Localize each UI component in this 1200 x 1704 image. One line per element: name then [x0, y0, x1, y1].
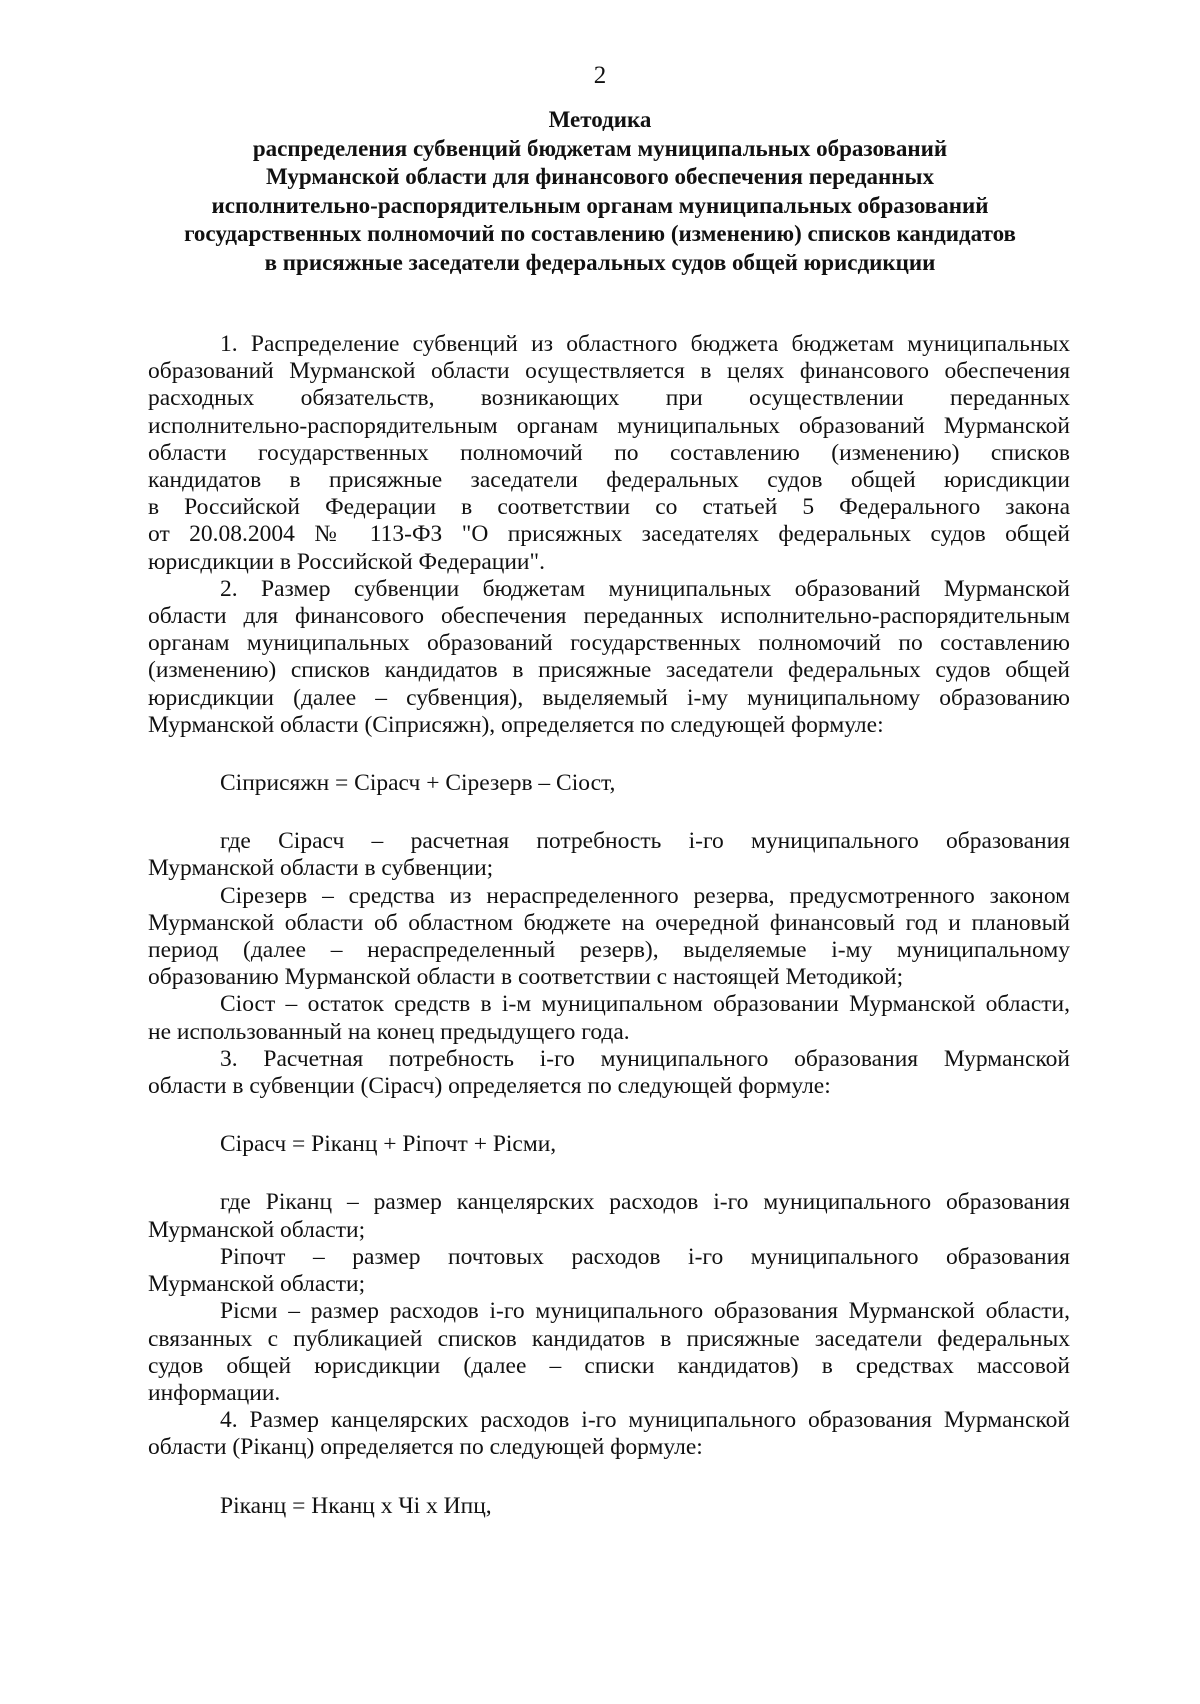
- text-line: судов общей юрисдикции (далее – списки кандидатов) в средствах массовой: [148, 1352, 1070, 1379]
- text-line: 1. Распределение субвенций из областного бюджета бюджетам муниципальных: [220, 331, 1070, 357]
- text-line: кандидатов в присяжные заседатели федеральных судов общей юрисдикции: [148, 467, 1070, 494]
- paragraph-1: [148, 331, 1070, 576]
- title-line: государственных полномочий по составлению (изменению) списков кандидатов: [184, 221, 1016, 247]
- text-line: юрисдикции (далее – субвенция), выделяемый i-му муниципальному образованию: [148, 684, 1070, 711]
- text-line: Мурманской области (Сiприсяжн), определяется по следующей формуле:: [148, 711, 884, 738]
- document-body: [148, 331, 1070, 1520]
- document-title: [100, 106, 1100, 278]
- title-line: в присяжные заседатели федеральных судов общей юрисдикции: [264, 249, 936, 275]
- text-line: образованию Мурманской области в соответствии с настоящей Методикой;: [148, 964, 904, 991]
- text-line: от 20.08.2004 № 113-ФЗ "О присяжных заседателях федеральных судов общей: [148, 521, 1070, 548]
- text-line: Сiост – остаток средств в i-м муниципальном образовании Мурманской области,: [220, 991, 1070, 1018]
- text-line: Мурманской области;: [148, 1271, 366, 1298]
- paragraph-3: [148, 1046, 1070, 1100]
- text-line: период (далее – нераспределенный резерв), выделяемые i-му муниципальному: [148, 937, 1070, 964]
- definition-rasch: [148, 828, 1070, 882]
- text-line: 2. Размер субвенции бюджетам муниципальных образований Мурманской: [220, 575, 1070, 602]
- text-line: органам муниципальных образований государственных полномочий по составлению: [148, 630, 1070, 657]
- text-line: 4. Размер канцелярских расходов i-го муниципального образования Мурманской: [220, 1407, 1070, 1434]
- formula-kanc: Рiканц = Нканц х Чi х Ипц,: [220, 1492, 492, 1519]
- text-line: образований Мурманской области осуществляется в целях финансового обеспечения: [148, 358, 1070, 385]
- text-line: (изменению) списков кандидатов в присяжные заседатели федеральных судов общей: [148, 657, 1070, 684]
- text-line: области (Рiканц) определяется по следующей формуле:: [148, 1434, 703, 1461]
- text-line: где Рiканц – размер канцелярских расходов i-го муниципального образования: [220, 1189, 1070, 1216]
- definition-ost: [148, 991, 1070, 1045]
- text-line: Рiсми – размер расходов i-го муниципального образования Мурманской области,: [220, 1298, 1070, 1325]
- text-line: Мурманской области;: [148, 1216, 366, 1243]
- text-line: где Сiрасч – расчетная потребность i-го муниципального образования: [220, 828, 1070, 855]
- title-line: исполнительно-распорядительным органам муниципальных образований: [211, 192, 989, 218]
- definition-smi: [148, 1298, 1070, 1407]
- page-number: 2: [593, 62, 607, 89]
- definition-rezerv: [148, 883, 1070, 992]
- text-line: не использованный на конец предыдущего года.: [148, 1018, 630, 1045]
- text-line: Мурманской области в субвенции;: [148, 855, 494, 882]
- text-line: 3. Расчетная потребность i-го муниципального образования Мурманской: [220, 1045, 1070, 1072]
- definition-kanc: [148, 1189, 1070, 1243]
- text-line: расходных обязательств, возникающих при осуществлении переданных: [148, 385, 1070, 412]
- paragraph-2: [148, 576, 1070, 739]
- text-line: информации.: [148, 1379, 281, 1406]
- text-line: области государственных полномочий по составлению (изменению) списков: [148, 439, 1070, 466]
- formula-rasch: Сiрасч = Рiканц + Рiпочт + Рiсми,: [220, 1131, 557, 1158]
- text-line: связанных с публикацией списков кандидатов в присяжные заседатели федеральных: [148, 1325, 1070, 1352]
- title-line: распределения субвенций бюджетам муниципальных образований: [252, 135, 948, 161]
- text-line: Сiрезерв – средства из нераспределенного резерва, предусмотренного законом: [220, 882, 1070, 909]
- formula-subvention: Сiприсяжн = Сiрасч + Сiрезерв – Сiост,: [220, 770, 616, 797]
- text-line: Мурманской области об областном бюджете на очередной финансовый год и плановый: [148, 909, 1070, 936]
- text-line: юрисдикции в Российской Федерации".: [148, 548, 545, 575]
- text-line: в Российской Федерации в соответствии со статьей 5 Федерального закона: [148, 494, 1070, 521]
- title-line: Мурманской области для финансового обеспечения переданных: [266, 164, 934, 190]
- text-line: Рiпочт – размер почтовых расходов i-го муниципального образования: [220, 1243, 1070, 1270]
- text-line: области в субвенции (Сiрасч) определяется по следующей формуле:: [148, 1073, 831, 1100]
- text-line: исполнительно-распорядительным органам муниципальных образований Мурманской: [148, 412, 1070, 439]
- text-line: области для финансового обеспечения переданных исполнительно-распорядительным: [148, 603, 1070, 630]
- paragraph-4: [148, 1407, 1070, 1461]
- title-line: Методика: [548, 107, 652, 132]
- definition-pochta: [148, 1244, 1070, 1298]
